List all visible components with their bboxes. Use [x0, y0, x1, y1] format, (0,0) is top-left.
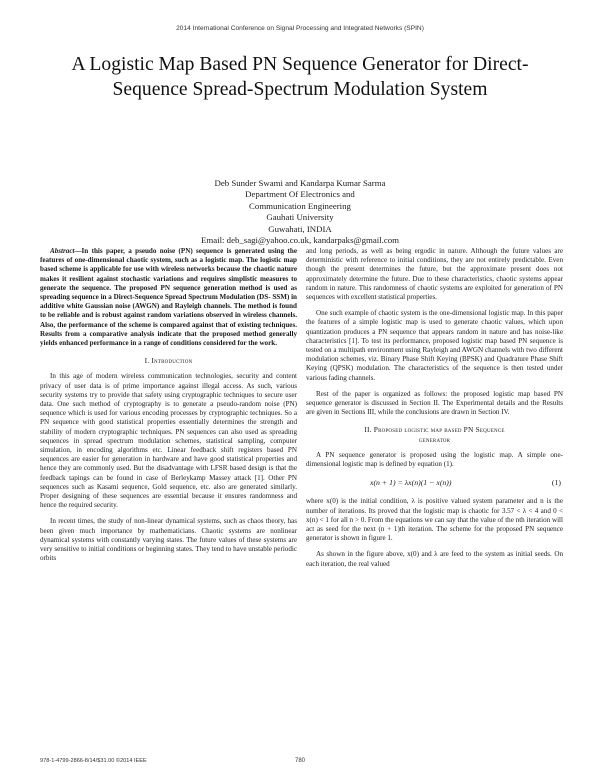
abstract: [40, 247, 297, 348]
conference-header: 2014 International Conference on Signal Processing and Integrated Networks (SPIN): [176, 25, 424, 32]
abstract-label: Abstract: [50, 247, 75, 255]
abstract-text: —In this paper, a pseudo noise (PN) sequence is generated using the features of one-dimensional chaotic system, such as a logistic map. The logistic map based scheme is applicable for use with wireless networks because the chaotic nature makes it resilient against stochastic variations and requires simplistic measures to generate the sequence. The proposed PN sequence generation method is used as spreading sequence in a Direct-Sequence Spread Spectrum Modulation (DS- SSM) in additive white Gaussian noise (AWGN) and Rayleigh channels. The method is found to be reliable and is robust against random variations observed in wireless channels. Also, the performance of the scheme is compared against that of existing techniques. Results from a comparative analysis indicate that the proposed method generally yields enhanced performance in a range of conditions considered for the work.: [40, 247, 297, 348]
affiliation-line: Gauhati University: [266, 212, 334, 223]
footer-isbn: 978-1-4799-2866-8/14/$31.00 ©2014 IEEE: [40, 758, 147, 764]
section-numeral: I.: [144, 356, 150, 366]
paragraph: One such example of chaotic system is the one-dimensional logistic map. In this paper the features of a simple logistic map is used to generate chaotic values, which upon quantization produces a PN sequence that appears random in nature and has noise-like characteristics [1]. To test its performance, proposed logistic map based PN sequence is tested on a multipath environment using Rayleigh and AWGN channels with two different modulation schemes, viz. Binary Phase Shift Keying (BPSK) and Quadrature Phase Shift Keying (QPSK) modulation. The characteristics of the sequence is then tested under various fading channels.: [306, 309, 563, 382]
section-title: Proposed logistic map based PN Sequence: [373, 425, 505, 435]
paragraph: A PN sequence generator is proposed using the logistic map. A simple one-dimensional logistic map is defined by equation (1).: [306, 450, 563, 469]
paragraph: Rest of the paper is organized as follows: the proposed logistic map based PN sequence generator is discussed in Section II. The Experimental details and the Results are given in Sections III, while the conclusions are drawn in Section IV.: [306, 389, 563, 417]
equation-body: x(n + 1) = λx(n)(1 − x(n)): [370, 478, 452, 488]
section-title-continued: generator: [418, 434, 451, 444]
affiliation-line: Guwahati, INDIA: [268, 223, 332, 234]
paper-title: A Logistic Map Based PN Sequence Generator for Direct-Sequence Spread-Spectrum Modulation System: [71, 54, 529, 100]
author-names: Deb Sunder Swami and Kandarpa Kumar Sarma: [214, 178, 386, 188]
section-title: Introduction: [151, 356, 193, 366]
author-block: [100, 178, 500, 246]
section-heading-introduction: [40, 356, 297, 365]
logistic-map-equation: [306, 478, 563, 487]
equation-number: (1): [551, 478, 561, 488]
paragraph: As shown in the figure above, x(0) and λ are feed to the system as initial seeds. On each iteration, the real valued: [306, 550, 563, 568]
paragraph: and long periods, as well as being ergodic in nature. Although the future values are deterministic with reference to initial conditions, they are not entirely predictable. Even though the present determines the future, but the approximate present does not approximately determine the future. Due to these characteristics, chaotic systems appear random in nature. This randomness of chaotic systems are exploited for generation of PN sequences with excellent statistical properties.: [306, 247, 563, 302]
section-numeral: II.: [364, 425, 372, 435]
section-heading-proposed-generator: [306, 425, 563, 443]
right-column: [306, 247, 563, 576]
paragraph: In this age of modern wireless communication technologies, security and content privacy of user data is of prime importance against illegal access. As such, various security systems try to provide that safety using cryptographic techniques to secure user data. One such method of cryptography is to generate a pseudo-random noise (PN) sequence which is used for various encoding processes by cryptographic techniques. So a PN sequence with good statistical properties essentially determines the strength and stability of modern cryptographic techniques. PN sequences can also used as spreading sequences in spread spectrum modulation schemes, statistical sampling, computer simulation, in encoding algorithms etc. Linear feedback shift registers based PN sequences are easier for generation in hardware and have good statistical properties and hence they are commonly used. But the disadvantage with LFSR based design is that the feedback tapings can be found in case of Berleykamp Massey attack [1]. Other PN sequences such as Kasami sequence, Gold sequence, etc. also are generated similarly. Proper designing of these sequences are essential because it ensures randomness and hence the required security.: [40, 372, 297, 510]
paragraph: where x(0) is the initial condition, λ is positive valued system parameter and n is the number of iterations. Its proved that the logistic map is chaotic for 3.57 < λ < 4 and 0 < x(n) < 1 for all n > 0. From the equations we can say that the value of the nth iteration will act as seed for the next (n + 1)th iteration. The scheme for the proposed PN sequence generator is shown in figure 1.: [306, 497, 563, 543]
left-column: [40, 247, 297, 571]
affiliation-line: Communication Engineering: [249, 200, 351, 211]
page-number: 780: [294, 758, 305, 764]
affiliation-line: Department Of Electronics and: [245, 189, 355, 200]
author-emails: Email: deb_sagi@yahoo.co.uk, kandarpaks@gmail.com: [201, 235, 399, 246]
paragraph: In recent times, the study of non-linear dynamical systems, such as chaos theory, has been given much importance by mathematicians. Chaotic systems are nonlinear dynamical systems with constantly varying states. The future values of these systems are very sensitive to initial conditions or beginning states. They tend to have unstable periodic orbits: [40, 517, 297, 563]
